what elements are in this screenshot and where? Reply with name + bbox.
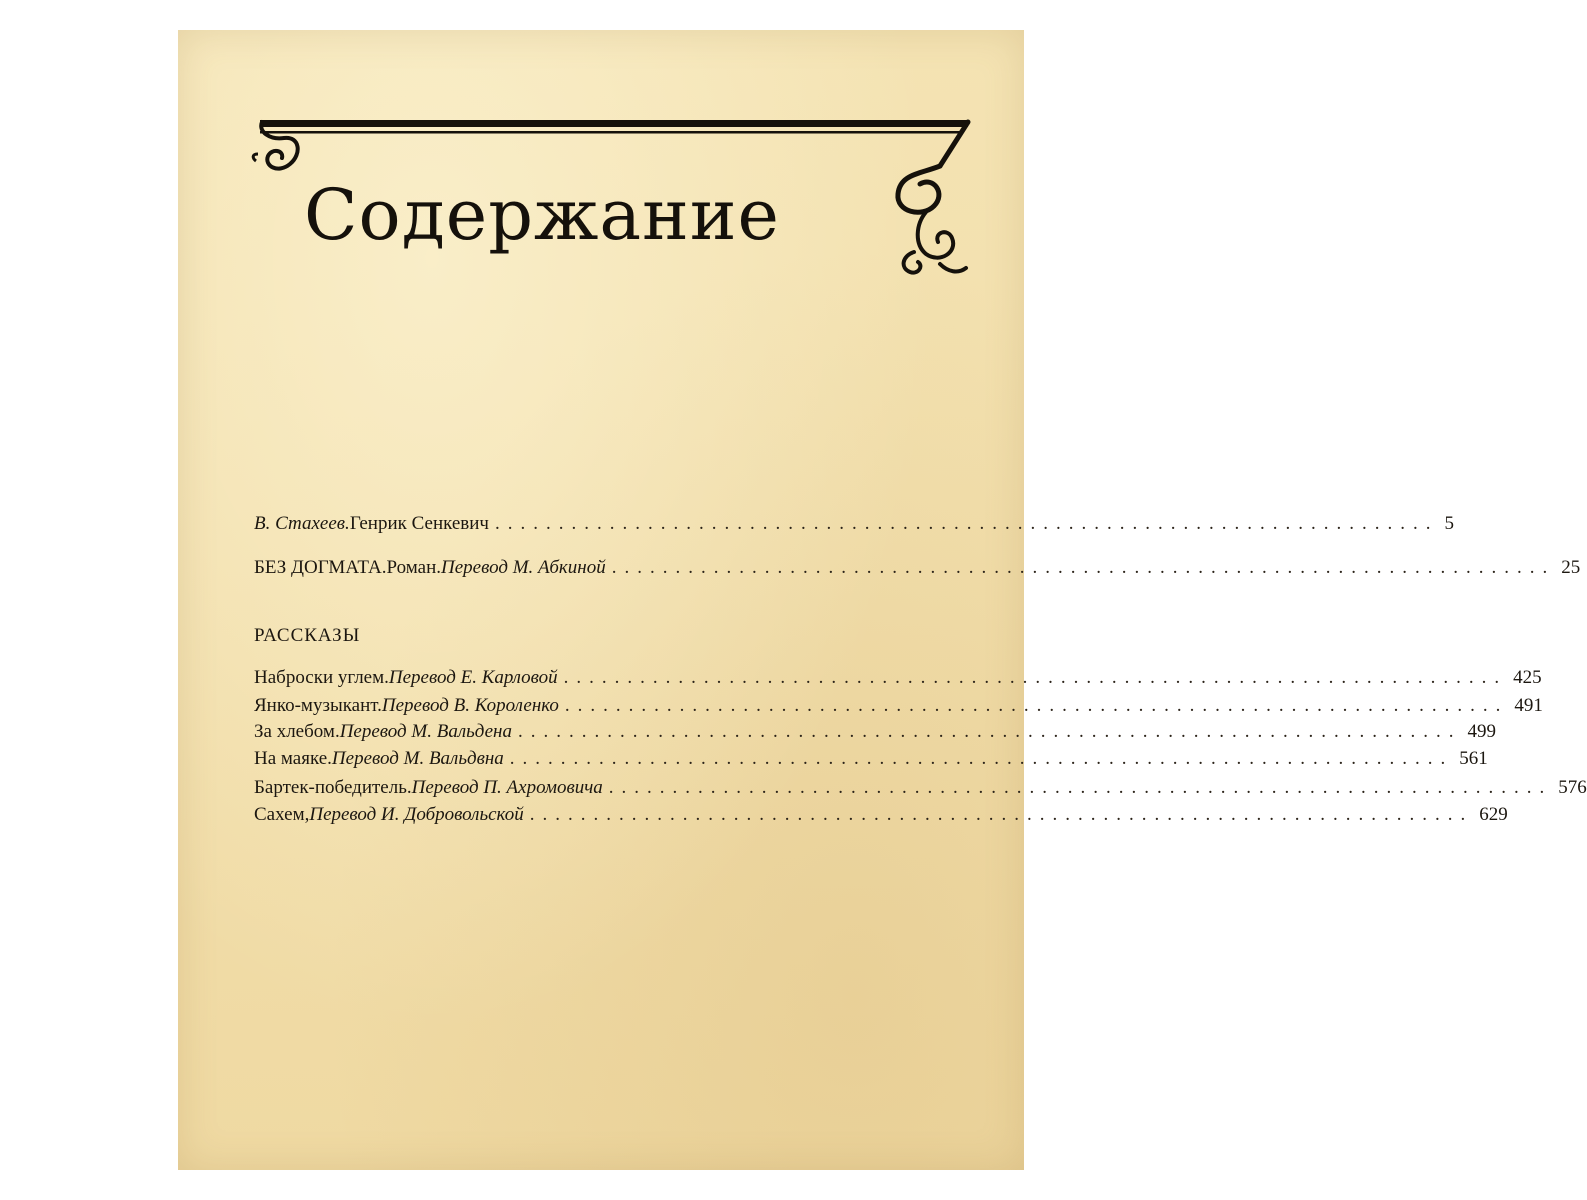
dot-leader: .......................................................................... <box>611 557 1556 578</box>
entry-genre: Роман. <box>386 557 441 578</box>
entry-page-number: 499 <box>1467 721 1496 742</box>
dot-leader: .......................................................................... <box>509 748 1454 769</box>
entry-page-number: 576 <box>1558 777 1587 798</box>
entry-page-number: 425 <box>1513 667 1542 688</box>
entry-page-number: 561 <box>1459 748 1488 769</box>
dot-leader: .......................................................................... <box>563 667 1508 688</box>
entry-title: За хлебом. <box>254 721 340 742</box>
entry-page-number: 629 <box>1479 804 1508 825</box>
dot-leader: .......................................................................... <box>529 804 1474 825</box>
entry-translation: Перевод М. Абкиной <box>441 557 606 578</box>
toc-entry-story[interactable] <box>254 666 1542 690</box>
toc-entry-novel[interactable] <box>254 556 1581 580</box>
section-label-stories: РАССКАЗЫ <box>254 625 361 646</box>
toc-entry-story[interactable] <box>254 776 1587 800</box>
toc-entry-story[interactable] <box>254 720 1496 744</box>
entry-translation: Перевод П. Ахромовича <box>411 777 603 798</box>
dot-leader: .......................................................................... <box>495 513 1439 534</box>
contents-heading: Содержание <box>304 174 780 256</box>
book-page <box>178 30 1587 1170</box>
entry-title: Генрик Сенкевич <box>349 513 489 534</box>
entry-translation: Перевод В. Короленко <box>381 695 559 716</box>
entry-translation: Перевод И. Добровольской <box>309 804 524 825</box>
entry-title: На маяке. <box>254 748 332 769</box>
entry-title: Янко-музыкант. <box>254 695 382 716</box>
entry-author: В. Стахеев. <box>254 513 350 534</box>
entry-title: Наброски углем. <box>254 667 389 688</box>
toc-entry-intro[interactable] <box>254 512 1454 536</box>
dot-leader: .......................................................................... <box>564 695 1509 716</box>
entry-page-number: 5 <box>1444 513 1454 534</box>
entry-page-number: 25 <box>1561 557 1581 578</box>
entry-translation: Перевод М. Вальдвна <box>331 748 504 769</box>
entry-title: Бартек-победитель. <box>254 777 412 798</box>
toc-entry-story[interactable] <box>254 803 1508 827</box>
dot-leader: .......................................................................... <box>517 721 1462 742</box>
entry-page-number: 491 <box>1514 695 1543 716</box>
toc-entry-story[interactable] <box>254 747 1488 771</box>
entry-translation: Перевод М. Вальдена <box>339 721 512 742</box>
entry-title: Сахем, <box>254 804 310 825</box>
entry-title: БЕЗ ДОГМАТА. <box>254 557 387 578</box>
toc-entry-story[interactable] <box>254 694 1543 718</box>
entry-translation: Перевод Е. Карловой <box>388 667 558 688</box>
dot-leader: .......................................................................... <box>608 777 1553 798</box>
